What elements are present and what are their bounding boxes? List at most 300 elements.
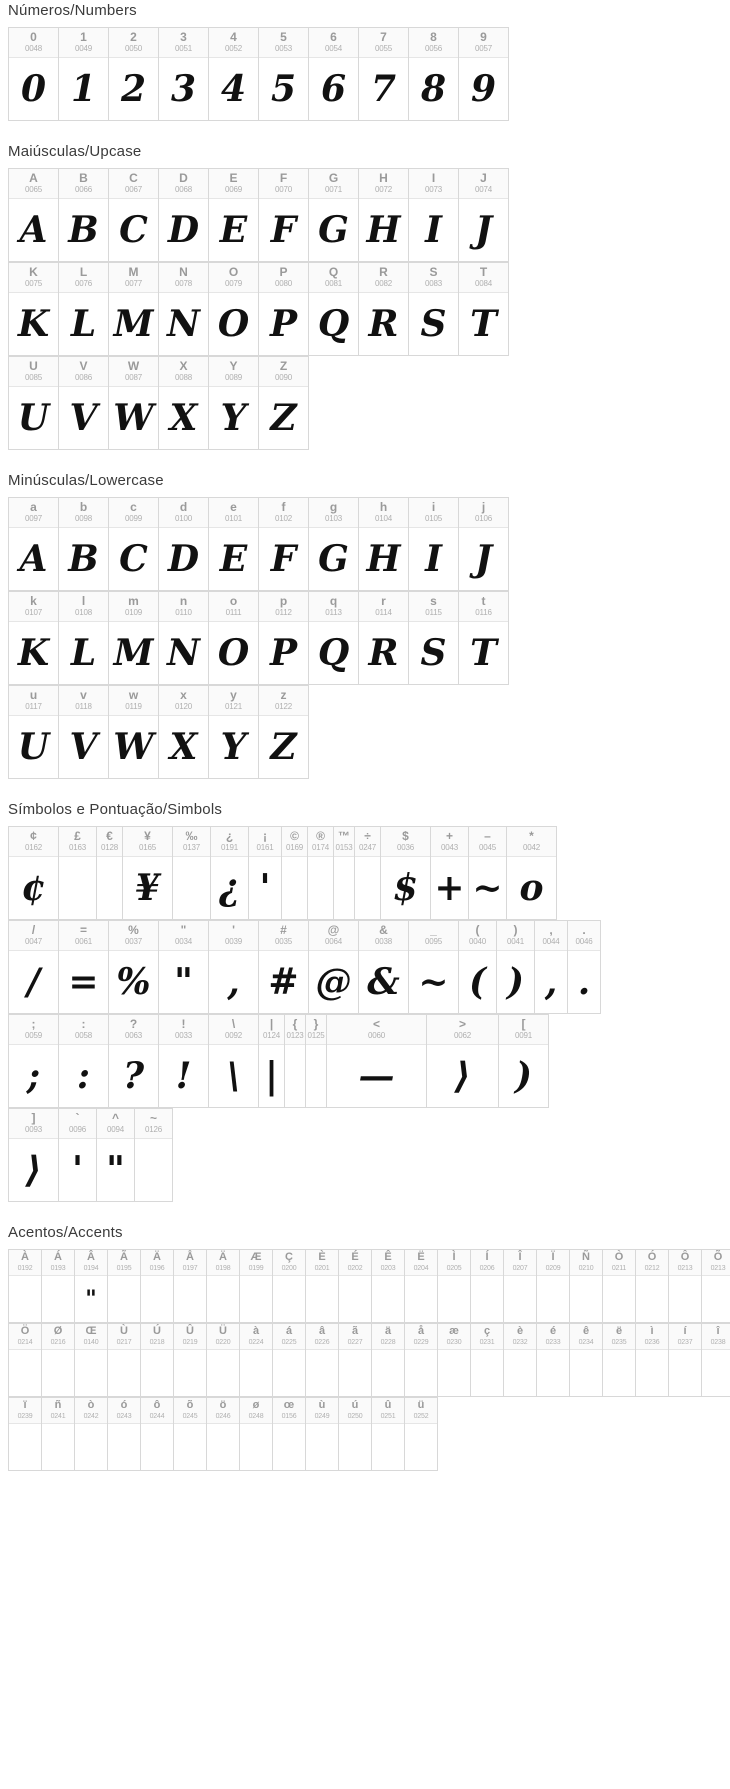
glyph-header (409, 169, 458, 199)
glyph-cell[interactable] (75, 1324, 108, 1397)
glyph-header (9, 1250, 41, 1276)
glyph-cell[interactable] (59, 498, 109, 591)
glyph-cell[interactable] (372, 1398, 405, 1471)
glyph-header (259, 592, 308, 622)
glyph-code-label: 0070 (275, 185, 292, 194)
glyph-cell[interactable] (159, 263, 209, 356)
glyph-cell[interactable] (459, 28, 509, 121)
glyph-header (109, 28, 158, 58)
glyph-cell[interactable] (109, 498, 159, 591)
glyph-cell[interactable] (249, 827, 282, 920)
glyph-cell[interactable] (9, 1324, 42, 1397)
glyph-preview (471, 1276, 503, 1322)
glyph-cell[interactable] (108, 1324, 141, 1397)
glyph-code-label: 0101 (225, 514, 242, 523)
glyph-cell[interactable] (109, 28, 159, 121)
glyph-char-label: > (458, 1017, 466, 1031)
glyph-cell[interactable] (471, 1324, 504, 1397)
glyph-cell[interactable] (109, 1015, 159, 1108)
glyph-cell[interactable] (309, 498, 359, 591)
glyph-cell[interactable] (702, 1250, 730, 1323)
glyph-char-label: ÷ (364, 829, 371, 843)
glyph-code-label: 0095 (425, 937, 442, 946)
glyph-code-label: 0037 (125, 937, 142, 946)
glyph-preview (9, 1276, 41, 1322)
glyph-char-label: C (129, 171, 138, 185)
glyph-cell[interactable] (59, 1109, 97, 1202)
glyph-cell[interactable] (459, 921, 497, 1014)
glyph-cell[interactable] (359, 592, 409, 685)
glyph-char-label: u (29, 688, 38, 702)
glyph-header (568, 921, 600, 951)
glyph-cell[interactable] (431, 827, 469, 920)
glyph-cell[interactable] (141, 1250, 174, 1323)
glyph-cell[interactable] (9, 1109, 59, 1202)
glyph-cell[interactable] (535, 921, 568, 1014)
glyph-code-label: 0163 (69, 843, 86, 852)
glyph-code-label: 0153 (335, 843, 353, 852)
glyph-cell[interactable] (9, 263, 59, 356)
glyph-preview: I (425, 209, 442, 251)
glyph-cell[interactable] (438, 1250, 471, 1323)
glyph-cell[interactable] (42, 1398, 75, 1471)
glyph-cell[interactable] (9, 686, 59, 779)
glyph-cell[interactable] (109, 686, 159, 779)
glyph-cell[interactable] (141, 1398, 174, 1471)
glyph-cell[interactable] (9, 1250, 42, 1323)
glyph-cell[interactable] (207, 1324, 240, 1397)
glyph-code-label: 0128 (101, 843, 118, 852)
glyph-preview: % (116, 961, 151, 1003)
glyph-cell[interactable] (603, 1250, 636, 1323)
glyph-cell[interactable] (75, 1250, 108, 1323)
glyph-header (359, 263, 408, 293)
glyph-char-label: L (79, 265, 88, 279)
glyph-code-label: 0097 (25, 514, 42, 523)
glyph-char-label: ) (513, 923, 518, 937)
glyph-header (75, 1250, 107, 1276)
glyph-cell[interactable] (209, 592, 259, 685)
glyph-cell[interactable] (42, 1250, 75, 1323)
glyph-cell[interactable] (97, 1109, 135, 1202)
glyph-code-label: 0202 (347, 1265, 363, 1272)
glyph-cell[interactable] (159, 357, 209, 450)
glyph-char-label: n (179, 594, 188, 608)
glyph-cell[interactable] (306, 1250, 339, 1323)
glyph-cell[interactable] (339, 1324, 372, 1397)
glyph-cell[interactable] (405, 1250, 438, 1323)
glyph-cell[interactable] (159, 28, 209, 121)
glyph-cell[interactable] (409, 498, 459, 591)
glyph-code-label: 0209 (545, 1265, 561, 1272)
glyph-cell[interactable] (537, 1250, 570, 1323)
glyph-cell[interactable] (334, 827, 355, 920)
glyph-code-label: 0213 (677, 1265, 693, 1272)
glyph-cell[interactable] (327, 1015, 427, 1108)
glyph-cell[interactable] (504, 1250, 537, 1323)
glyph-char-label: Ö (20, 1325, 30, 1337)
glyph-cell[interactable] (459, 498, 509, 591)
glyph-cell[interactable] (59, 263, 109, 356)
glyph-header (109, 1015, 158, 1045)
glyph-cell[interactable] (409, 263, 459, 356)
glyph-cell[interactable] (359, 169, 409, 262)
glyph-code-label: 0200 (281, 1265, 297, 1272)
glyph-cell[interactable] (159, 1015, 209, 1108)
glyph-cell[interactable] (59, 686, 109, 779)
glyph-preview: Q (317, 632, 350, 674)
glyph-cell[interactable] (359, 498, 409, 591)
glyph-cell[interactable] (273, 1324, 306, 1397)
glyph-preview: 3 (170, 68, 197, 110)
glyph-cell[interactable] (209, 1015, 259, 1108)
glyph-header (431, 827, 468, 857)
glyph-code-label: 0216 (50, 1339, 66, 1346)
glyph-cell[interactable] (459, 263, 509, 356)
glyph-cell[interactable] (669, 1324, 702, 1397)
glyph-code-label: 0201 (314, 1265, 330, 1272)
glyph-cell[interactable] (409, 28, 459, 121)
glyph-cell[interactable] (159, 498, 209, 591)
glyph-char-label: * (529, 829, 534, 843)
glyph-cell[interactable] (499, 1015, 549, 1108)
glyph-cell[interactable] (471, 1250, 504, 1323)
glyph-char-label: Ó (647, 1251, 657, 1263)
glyph-code-label: 0051 (175, 44, 192, 53)
glyph-header (359, 921, 408, 951)
glyph-char-label: å (417, 1325, 425, 1337)
glyph-cell[interactable] (9, 169, 59, 262)
glyph-cell[interactable] (9, 827, 59, 920)
glyph-char-label: [ (521, 1017, 526, 1031)
glyph-header (209, 169, 258, 199)
glyph-char-label: T (479, 265, 488, 279)
glyph-header (372, 1250, 404, 1276)
glyph-header (259, 1015, 284, 1045)
glyph-preview (306, 1276, 338, 1322)
glyph-cell[interactable] (469, 827, 507, 920)
glyph-preview (372, 1424, 404, 1470)
glyph-header (174, 1250, 206, 1276)
glyph-cell[interactable] (109, 921, 159, 1014)
glyph-cell[interactable] (59, 827, 97, 920)
glyph-cell[interactable] (9, 28, 59, 121)
glyph-cell[interactable] (282, 827, 308, 920)
glyph-char-label: Ë (417, 1251, 425, 1263)
glyph-cell[interactable] (309, 921, 359, 1014)
glyph-char-label: m (128, 594, 139, 608)
glyph-cell[interactable] (259, 263, 309, 356)
glyph-cell[interactable] (504, 1324, 537, 1397)
glyph-char-label: < (372, 1017, 380, 1031)
glyph-cell[interactable] (109, 169, 159, 262)
glyph-code-label: 0063 (125, 1031, 142, 1040)
glyph-cell[interactable] (9, 1015, 59, 1108)
glyph-code-label: 0059 (25, 1031, 42, 1040)
glyph-cell[interactable] (259, 686, 309, 779)
glyph-char-label: Ï (551, 1251, 555, 1263)
glyph-cell[interactable] (240, 1324, 273, 1397)
glyph-cell[interactable] (405, 1324, 438, 1397)
glyph-cell[interactable] (211, 827, 249, 920)
glyph-cell[interactable] (159, 921, 209, 1014)
glyph-code-label: 0053 (275, 44, 292, 53)
glyph-cell[interactable] (259, 498, 309, 591)
glyph-cell[interactable] (409, 592, 459, 685)
glyph-cell[interactable] (381, 827, 431, 920)
glyph-header (499, 1015, 548, 1045)
glyph-header (59, 357, 108, 387)
glyph-cell[interactable] (108, 1250, 141, 1323)
glyph-code-label: 0169 (286, 843, 303, 852)
glyph-cell[interactable] (309, 28, 359, 121)
glyph-cell[interactable] (603, 1324, 636, 1397)
glyph-cell[interactable] (9, 1398, 42, 1471)
glyph-cell[interactable] (141, 1324, 174, 1397)
glyph-header (211, 827, 248, 857)
glyph-header (209, 686, 258, 716)
glyph-cell[interactable] (259, 169, 309, 262)
glyph-preview (339, 1424, 371, 1470)
glyph-cell[interactable] (59, 357, 109, 450)
glyph-cell[interactable] (259, 28, 309, 121)
glyph-cell[interactable] (9, 921, 59, 1014)
glyph-header (108, 1324, 140, 1350)
glyph-cell[interactable] (669, 1250, 702, 1323)
glyph-header (209, 592, 258, 622)
glyph-cell[interactable] (459, 592, 509, 685)
glyph-header (108, 1398, 140, 1424)
glyph-header (259, 357, 308, 387)
glyph-cell[interactable] (173, 827, 211, 920)
glyph-cell[interactable] (97, 827, 123, 920)
glyph-header (355, 827, 380, 857)
glyph-cell[interactable] (109, 592, 159, 685)
glyph-header (9, 827, 58, 857)
glyph-cell[interactable] (259, 592, 309, 685)
glyph-cell[interactable] (159, 169, 209, 262)
glyph-cell[interactable] (497, 921, 535, 1014)
glyph-header (42, 1324, 74, 1350)
glyph-cell[interactable] (438, 1324, 471, 1397)
glyph-cell[interactable] (339, 1398, 372, 1471)
glyph-code-label: 0064 (325, 937, 342, 946)
glyph-char-label: í (683, 1325, 687, 1337)
glyph-char-label: Z (279, 359, 288, 373)
glyph-header (669, 1324, 701, 1350)
glyph-cell[interactable] (309, 263, 359, 356)
glyph-code-label: 0107 (25, 608, 42, 617)
glyph-preview: & (367, 961, 400, 1003)
glyph-cell[interactable] (537, 1324, 570, 1397)
glyph-header (359, 592, 408, 622)
glyph-char-label: W (127, 359, 140, 373)
glyph-preview: M (113, 303, 154, 345)
glyph-cell[interactable] (59, 921, 109, 1014)
glyph-cell[interactable] (306, 1398, 339, 1471)
glyph-section (0, 472, 730, 779)
glyph-cell[interactable] (259, 921, 309, 1014)
glyph-cell[interactable] (9, 357, 59, 450)
glyph-cell[interactable] (308, 827, 334, 920)
glyph-code-label: 0049 (75, 44, 92, 53)
glyph-code-label: 0110 (175, 608, 192, 617)
glyph-cell[interactable] (209, 263, 259, 356)
glyph-char-label: s (430, 594, 437, 608)
glyph-cell[interactable] (209, 686, 259, 779)
glyph-preview (207, 1276, 239, 1322)
glyph-char-label: ç (483, 1325, 491, 1337)
glyph-cell[interactable] (207, 1250, 240, 1323)
glyph-cell[interactable] (209, 498, 259, 591)
section-title: Acentos/Accents (8, 1224, 123, 1241)
glyph-char-label: } (313, 1017, 319, 1031)
glyph-cell[interactable] (174, 1398, 207, 1471)
glyph-cell[interactable] (123, 827, 173, 920)
glyph-code-label: 0047 (25, 937, 42, 946)
glyph-cell[interactable] (359, 28, 409, 121)
glyph-header (282, 827, 307, 857)
glyph-cell[interactable] (427, 1015, 499, 1108)
glyph-code-label: 0046 (575, 937, 593, 946)
glyph-char-label: I (431, 171, 436, 185)
glyph-preview (702, 1350, 730, 1396)
glyph-cell[interactable] (135, 1109, 173, 1202)
glyph-header (471, 1250, 503, 1276)
glyph-cell[interactable] (309, 592, 359, 685)
glyph-cell[interactable] (9, 498, 59, 591)
glyph-cell[interactable] (702, 1324, 730, 1397)
glyph-cell[interactable] (159, 592, 209, 685)
glyph-preview (240, 1424, 272, 1470)
glyph-code-label: 0238 (710, 1339, 726, 1346)
glyph-preview (603, 1276, 635, 1322)
glyph-cell[interactable] (405, 1398, 438, 1471)
glyph-cell[interactable] (285, 1015, 306, 1108)
glyph-char-label: £ (74, 829, 81, 843)
glyph-char-label: w (128, 688, 139, 702)
glyph-cell[interactable] (409, 169, 459, 262)
glyph-cell[interactable] (372, 1324, 405, 1397)
glyph-cell[interactable] (240, 1398, 273, 1471)
glyph-cell[interactable] (636, 1324, 669, 1397)
glyph-header (141, 1398, 173, 1424)
glyph-code-label: 0080 (275, 279, 292, 288)
glyph-cell[interactable] (174, 1250, 207, 1323)
glyph-cell[interactable] (309, 169, 359, 262)
glyph-cell[interactable] (273, 1250, 306, 1323)
glyph-code-label: 0213 (710, 1265, 726, 1272)
glyph-char-label: ' (232, 923, 235, 937)
glyph-cell[interactable] (209, 921, 259, 1014)
glyph-cell[interactable] (306, 1324, 339, 1397)
glyph-cell[interactable] (109, 357, 159, 450)
glyph-preview: — (358, 1055, 395, 1097)
glyph-cell[interactable] (59, 592, 109, 685)
glyph-preview: Z (270, 397, 297, 439)
glyph-preview (42, 1276, 74, 1322)
glyph-char-label: Ú (153, 1325, 161, 1337)
glyph-char-label: Ã (120, 1251, 128, 1263)
glyph-preview: K (17, 632, 50, 674)
glyph-char-label: ~ (149, 1111, 157, 1125)
glyph-preview (240, 1276, 272, 1322)
glyph-char-label: ú (351, 1399, 359, 1411)
glyph-cell[interactable] (59, 28, 109, 121)
glyph-cell[interactable] (109, 263, 159, 356)
glyph-char-label: x (180, 688, 187, 702)
glyph-header (459, 28, 508, 58)
glyph-cell[interactable] (159, 686, 209, 779)
glyph-header (123, 827, 172, 857)
glyph-code-label: 0230 (446, 1339, 462, 1346)
glyph-char-label: è (516, 1325, 524, 1337)
glyph-cell[interactable] (59, 169, 109, 262)
glyph-code-label: 0117 (25, 702, 42, 711)
glyph-char-label: ó (120, 1399, 128, 1411)
glyph-cell[interactable] (59, 1015, 109, 1108)
glyph-cell[interactable] (209, 357, 259, 450)
glyph-cell[interactable] (568, 921, 601, 1014)
glyph-cell[interactable] (9, 592, 59, 685)
glyph-cell[interactable] (42, 1324, 75, 1397)
glyph-cell[interactable] (207, 1398, 240, 1471)
glyph-cell[interactable] (372, 1250, 405, 1323)
glyph-cell[interactable] (359, 263, 409, 356)
glyph-cell[interactable] (459, 169, 509, 262)
glyph-char-label: Õ (713, 1251, 723, 1263)
glyph-char-label: ê (582, 1325, 590, 1337)
glyph-code-label: 0210 (578, 1265, 594, 1272)
glyph-code-label: 0122 (275, 702, 292, 711)
glyph-code-label: 0232 (512, 1339, 528, 1346)
glyph-cell[interactable] (355, 827, 381, 920)
glyph-cell[interactable] (570, 1324, 603, 1397)
glyph-cell[interactable] (273, 1398, 306, 1471)
glyph-cell[interactable] (209, 28, 259, 121)
glyph-char-label: œ (283, 1399, 295, 1411)
glyph-preview (174, 1350, 206, 1396)
glyph-cell[interactable] (174, 1324, 207, 1397)
glyph-code-label: 0165 (139, 843, 156, 852)
glyph-header (702, 1250, 730, 1276)
glyph-cell[interactable] (507, 827, 557, 920)
glyph-cell[interactable] (636, 1250, 669, 1323)
glyph-cell[interactable] (306, 1015, 327, 1108)
glyph-cell[interactable] (108, 1398, 141, 1471)
glyph-char-label: D (179, 171, 188, 185)
glyph-cell[interactable] (359, 921, 409, 1014)
glyph-cell[interactable] (409, 921, 459, 1014)
glyph-preview: ( (468, 961, 487, 1003)
glyph-cell[interactable] (259, 1015, 285, 1108)
glyph-header (159, 263, 208, 293)
glyph-preview (141, 1350, 173, 1396)
glyph-code-label: 0161 (256, 843, 274, 852)
glyph-header (438, 1250, 470, 1276)
glyph-cell[interactable] (570, 1250, 603, 1323)
glyph-char-label: 3 (180, 30, 187, 44)
glyph-code-label: 0212 (644, 1265, 660, 1272)
glyph-cell[interactable] (209, 169, 259, 262)
glyph-cell[interactable] (75, 1398, 108, 1471)
glyph-cell[interactable] (259, 357, 309, 450)
glyph-preview (438, 1276, 470, 1322)
glyph-header (309, 592, 358, 622)
glyph-cell[interactable] (339, 1250, 372, 1323)
glyph-preview: \ (226, 1055, 241, 1097)
glyph-cell[interactable] (240, 1250, 273, 1323)
